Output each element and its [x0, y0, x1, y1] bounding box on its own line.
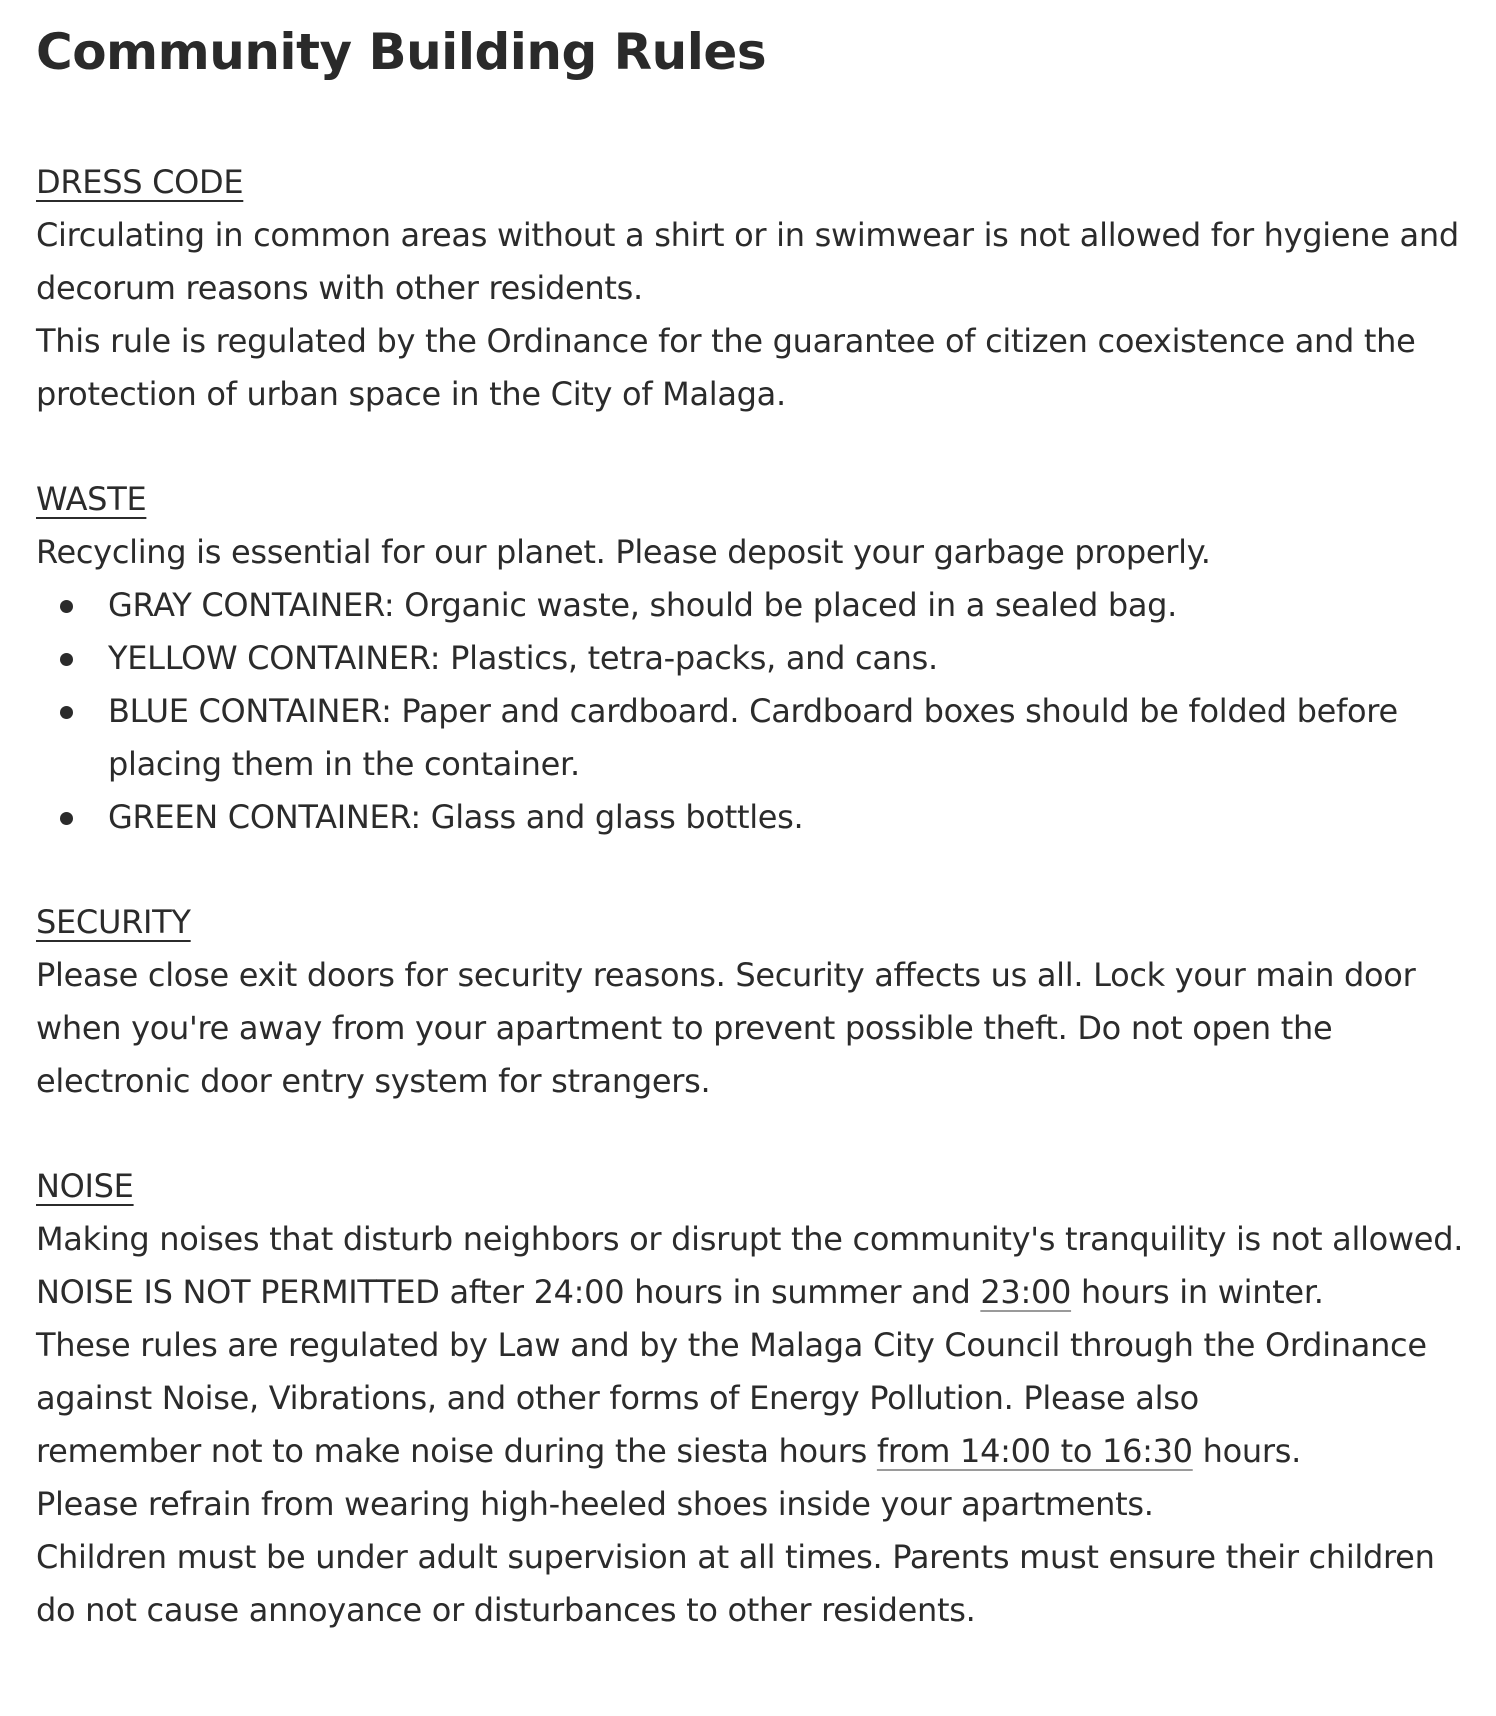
noise-paragraph-3: These rules are regulated by Law and by the Malaga City Council through the Ordinance against Noise, Vibrations, and other forms of Energy Pollution. Please also [36, 1326, 1427, 1417]
noise-paragraph-4 [36, 1425, 1476, 1478]
security-paragraph-1: Please close exit doors for security reasons. Security affects us all. Lock your main door when you're away from your apartment to prevent possible theft. Do not open the electronic door entry system for strangers. [36, 956, 1416, 1100]
section-waste [36, 473, 1476, 844]
siesta-text: remember not to make noise during the siesta hours [36, 1432, 877, 1470]
list-item [36, 791, 1476, 844]
waste-intro: Recycling is essential for our planet. Please deposit your garbage properly. [36, 533, 1211, 571]
noise-paragraph-2 [36, 1266, 1476, 1319]
document-title: Community Building Rules [36, 23, 767, 81]
bullet-icon [60, 600, 73, 613]
winter-time-link[interactable]: 23:00 [980, 1273, 1072, 1311]
section-heading-security: SECURITY [36, 903, 191, 941]
noise-paragraph-6: Children must be under adult supervision at all times. Parents must ensure their children do not cause annoyance or disturbances to other residents. [36, 1538, 1435, 1629]
noise-paragraph-1: Making noises that disturb neighbors or disrupt the community's tranquility is not allowed. [36, 1220, 1464, 1258]
bullet-icon [60, 653, 73, 666]
list-item [36, 685, 1476, 791]
noise-hours-text: NOISE IS NOT PERMITTED after 24:00 hours in summer and [36, 1273, 981, 1311]
section-heading-waste: WASTE [36, 480, 147, 518]
list-item-text: YELLOW CONTAINER: Plastics, tetra-packs, and cans. [108, 639, 938, 677]
bullet-icon [60, 706, 73, 719]
dress-code-paragraph-1: Circulating in common areas without a shirt or in swimwear is not allowed for hygiene and decorum reasons with other residents. [36, 216, 1459, 307]
list-item-text: GRAY CONTAINER: Organic waste, should be placed in a sealed bag. [108, 586, 1178, 624]
section-dress-code [36, 156, 1476, 421]
bullet-icon [60, 812, 73, 825]
section-security [36, 896, 1476, 1108]
list-item-text: GREEN CONTAINER: Glass and glass bottles. [108, 798, 804, 836]
list-item-text: BLUE CONTAINER: Paper and cardboard. Cardboard boxes should be folded before placing them in the container. [108, 692, 1398, 783]
siesta-suffix: hours. [1192, 1432, 1301, 1470]
list-item [36, 632, 1476, 685]
waste-container-list [36, 579, 1476, 844]
noise-hours-suffix: hours in winter. [1071, 1273, 1324, 1311]
noise-paragraph-5: Please refrain from wearing high-heeled shoes inside your apartments. [36, 1485, 1154, 1523]
section-heading-dress-code: DRESS CODE [36, 163, 244, 201]
section-noise [36, 1160, 1476, 1637]
dress-code-paragraph-2: This rule is regulated by the Ordinance for the guarantee of citizen coexistence and the protection of urban space in the City of Malaga. [36, 322, 1416, 413]
section-heading-noise: NOISE [36, 1167, 134, 1205]
siesta-time-link[interactable]: from 14:00 to 16:30 [876, 1432, 1193, 1470]
list-item [36, 579, 1476, 632]
